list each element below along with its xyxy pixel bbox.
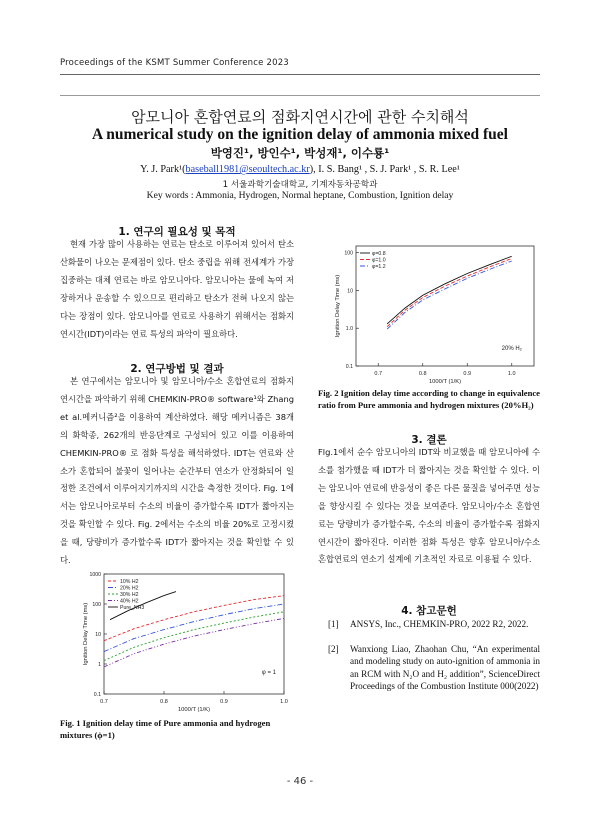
section-1-body: 현재 가장 많이 사용하는 연료는 탄소로 이루어져 있어서 탄소 산화물이 나오는 문제점이 있다. 탄소 중립을 위해 전세계가 가장 집중하는 대체 연료는 바로 암모니아다. 암모니아는 물에 녹여 저장하거나 운송할 수 있으므로 편리하고 탄소가 전혀 나오지 않는다는 장점이 있다. 암모니아를 연료로 사용하기 위해서는 점화지연시간(IDT)이라는 연료 특성의 파악이 필요하다. [60, 239, 294, 339]
title-korean: 암모니아 혼합연료의 점화지연시간에 관한 수치해석 [131, 108, 469, 126]
authors-korean: 박영진¹, 방인수¹, 박성재¹, 이수룡¹ [210, 146, 390, 160]
section-2-body: 본 연구에서는 암모니아 및 암모니아/수소 혼합연료의 점화지연시간을 파악하기 위해 CHEMKIN-PRO® software¹와 Zhang et al.메커니즘²을 이용하여 계산하였다. 해당 메커니즘은 38개의 화학종, 262개의 반응단계로 구성되어 있고 이를 이용하여 CHEMKIN-PRO® 로 점화 특성을 해석하였다. IDT는 연료와 산소가 혼합되어 불꽃이 일어나는 순간부터 연소가 안정화되어 일정한 조건에서 이루어지기까지의 시간을 측정한 것이다. Fig. 1에서는 암모니아로부터 수소의 비율이 증가할수록 IDT가 짧아지는 것을 확인할 수 있다. Fig. 2에서는 수소의 비율 20%로 고정시켰을 때, 당량비가 증가할수록 IDT가 짧아지는 것을 확인할 수 있다. [60, 376, 294, 566]
x-tick-label: 0.9 [220, 699, 228, 705]
legend-label: φ=1.2 [372, 264, 386, 270]
x-axis-label: 1000/T (1/K) [177, 707, 211, 713]
y-tick-label: 100 [344, 250, 353, 257]
chart-annotation: φ = 1 [261, 670, 276, 676]
x-tick-label: 0.9 [463, 371, 472, 377]
reference-2-number: [2] [328, 643, 339, 654]
x-axis-label: 1000/T (1/K) [428, 379, 462, 385]
x-tick-label: 1.0 [507, 371, 516, 377]
x-tick-label: 0.8 [418, 371, 427, 377]
figure-1-caption: Fig. 1 Ignition delay time of Pure ammonia and hydrogen mixtures (ϕ=1) [60, 718, 271, 740]
header-rule [60, 74, 540, 75]
series-line [104, 604, 284, 652]
reference-1 [318, 618, 540, 631]
legend-label: 30% H2 [120, 592, 139, 598]
authors-part2: ), I. S. Bang¹ , S. J. Park¹ , S. R. Lee¹ [309, 164, 460, 175]
y-tick-label: 10 [95, 632, 101, 638]
reference-1-text: ANSYS, Inc., CHEMKIN-PRO, 2022 R2, 2022. [350, 619, 529, 629]
legend-label: 40% H2 [120, 598, 139, 605]
y-tick-label: 0.1 [93, 692, 101, 698]
keywords: Key words : Ammonia, Hydrogen, Normal heptane, Combustion, Ignition delay [146, 190, 454, 201]
section-4-title: 4. 참고문헌 [401, 605, 457, 617]
reference-2-text: Wanxiong Liao, Zhaohan Chu, “An experimental and modeling study on auto-ignition of ammonia in an RCM with N₂O and H₂ addition”, ScienceDirect Proceedings of the Combustion Institute 000(2022) [350, 643, 540, 692]
y-axis-label: Ignition Delay Time (ms) [335, 274, 341, 338]
figure-2-caption: Fig. 2 Ignition delay time according to change in equivalence ratio from Pure ammonia and hydrogen mixtures (20%H₂) [318, 388, 540, 410]
section-1-title: 1. 연구의 필요성 및 목적 [118, 226, 236, 238]
title-english: A numerical study on the ignition delay of ammonia mixed fuel [92, 126, 508, 143]
title-rule [60, 95, 540, 96]
references-list [318, 618, 540, 693]
legend-label: φ=1.0 [372, 257, 386, 264]
conference-header: Proceedings of the KSMT Summer Conference 2023 [60, 58, 289, 68]
authors-part1: Y. J. Park¹( [140, 164, 186, 175]
legend-label: 20% H2 [120, 585, 139, 592]
affiliation: 1 서울과학기술대학교, 기계자동차공학과 [222, 180, 378, 190]
figure-2-chart [326, 240, 540, 390]
x-tick-label: 0.7 [374, 371, 383, 377]
figure-1-plot [83, 572, 288, 713]
section-2-title: 2. 연구방법 및 결과 [130, 363, 224, 375]
author-email-link[interactable]: baseball1981@seoultech.ac.kr [185, 164, 310, 175]
figure-1-chart [70, 566, 294, 714]
series-line [104, 612, 284, 661]
y-tick-label: 1.0 [345, 326, 353, 333]
authors-english [60, 164, 540, 175]
section-3-title: 3. 결론 [411, 434, 447, 446]
y-tick-label: 1000 [89, 572, 101, 578]
y-tick-label: 100 [92, 602, 101, 608]
legend-label: φ=0.8 [372, 251, 386, 257]
series-line [387, 256, 512, 324]
page-number: - 46 - [286, 776, 314, 787]
x-tick-label: 1.0 [280, 699, 288, 705]
series-line [387, 259, 512, 327]
y-tick-label: 1 [98, 662, 101, 668]
legend-label: 10% H2 [120, 579, 139, 585]
y-axis-label: Ignition Delay Time (ms) [83, 602, 89, 666]
series-line [104, 618, 284, 667]
section-3-body: Flg.1에서 순수 암모니아의 IDT와 비교했을 때 암모니아에 수소를 첨가했을 때 IDT가 더 짧아지는 것을 확인할 수 있다. 이는 암모니아 연료에 반응성이 좋은 다른 물질을 넣어주면 성능을 향상시킬 수 있다는 것을 보여준다. 암모니아/수소 혼합연료는 당량비가 증가할수록, 수소의 비율이 증가할수록 점화지연시간이 짧아진다. 이러한 점화 특성은 향후 암모니아/수소 혼합연료의 연소기 설계에 기초적인 자료로 이용될 수 있다. [318, 447, 540, 565]
figure-2-plot [335, 246, 534, 385]
y-tick-label: 10 [347, 288, 353, 295]
x-tick-label: 0.8 [160, 699, 168, 705]
series-line [387, 261, 512, 329]
y-tick-label: 0.1 [345, 364, 353, 370]
x-tick-label: 0.7 [100, 699, 108, 705]
legend-label: Pure_NH3 [120, 605, 145, 611]
reference-1-number: [1] [328, 619, 339, 629]
reference-2 [318, 643, 540, 693]
chart-annotation: 20% H₂ [501, 346, 522, 352]
